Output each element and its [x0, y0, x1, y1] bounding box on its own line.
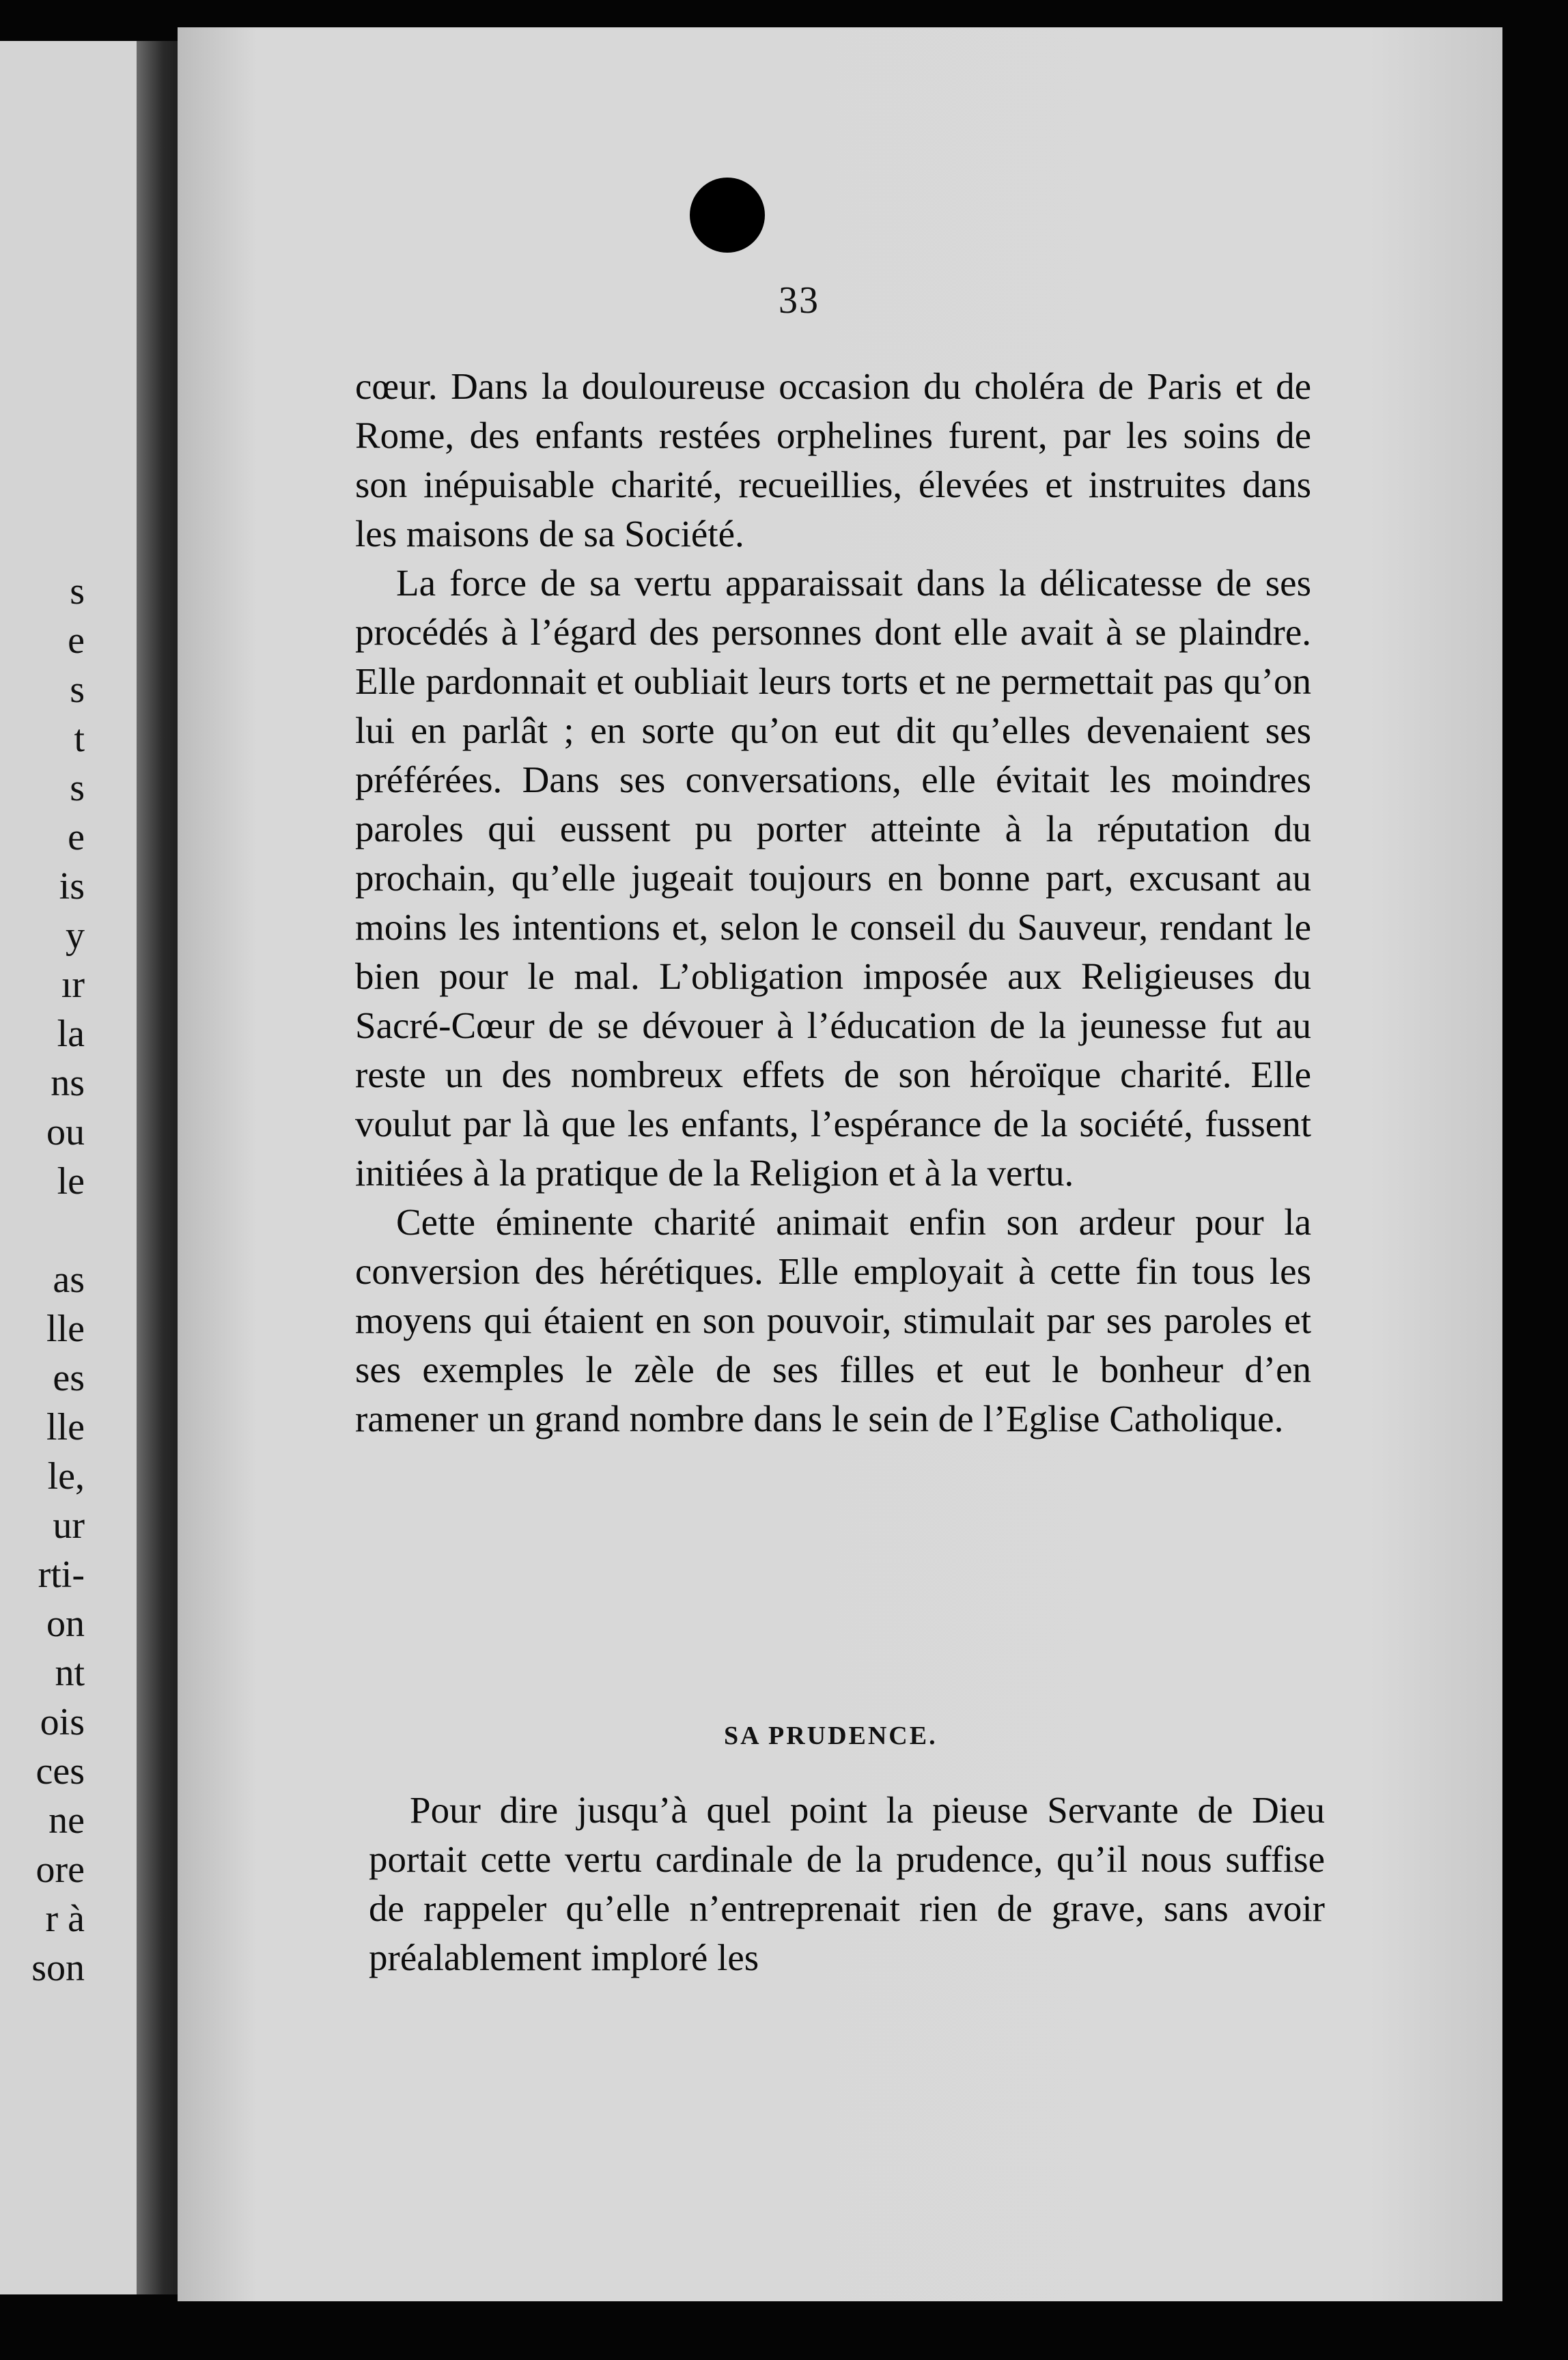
previous-page-fragment: t — [74, 718, 85, 760]
previous-page-fragment: lle — [46, 1308, 85, 1350]
previous-page-fragment: son — [31, 1947, 85, 1989]
body-text — [355, 362, 1311, 1444]
previous-page-text-fragments — [0, 0, 137, 2360]
previous-page-fragment: ne — [48, 1799, 85, 1842]
previous-page-fragment: ois — [40, 1701, 85, 1743]
previous-page-fragment: es — [53, 1357, 85, 1399]
section-body-text — [369, 1786, 1325, 1982]
previous-page-fragment: ou — [46, 1111, 85, 1153]
previous-page-fragment: s — [70, 570, 85, 613]
punch-hole — [690, 178, 765, 253]
previous-page-fragment: on — [46, 1603, 85, 1645]
previous-page-fragment: rti- — [38, 1554, 85, 1596]
section-heading: SA PRUDENCE. — [724, 1722, 938, 1750]
previous-page-fragment: r à — [45, 1898, 85, 1940]
page-number: 33 — [779, 279, 820, 322]
paragraph: Cette éminente charité animait enfin son ardeur pour la conversion des hérétiques. Elle employait à cette fin tous les moyens qui étaient en son pouvoir, stimulait par ses paroles et ses exemples le zèle de ses filles et eut le bonheur d’en ramener un grand nombre dans le sein de l’Eglise Catholique. — [355, 1201, 1311, 1439]
previous-page-fragment: e — [68, 816, 85, 858]
previous-page-fragment: le — [57, 1160, 85, 1203]
previous-page-fragment: ur — [53, 1504, 85, 1547]
paragraph: La force de sa vertu apparaissait dans la délicatesse de ses procédés à l’égard des personnes dont elle avait à se plaindre. Elle pardonnait et oubliait leurs torts et ne permettait pas qu’on lui en parlât ; en sorte qu’on eut dit qu’elles devenaient ses préférées. Dans ses conversations, elle évitait les moindres paroles qui eussent pu porter atteinte à la réputation du prochain, qu’elle jugeait toujours en bonne part, excusant au moins les intentions et, selon le conseil du Sauveur, rendant le bien pour le mal. L’obligation imposée aux Religieuses du Sacré-Cœur de se dévouer à l’éducation de la jeunesse fut au reste un des nombreux effets de son héroïque charité. Elle voulut par là que les enfants, l’espérance de la société, fussent initiées à la pratique de la Religion et à la vertu. — [355, 562, 1311, 1194]
previous-page-fragment: y — [66, 914, 85, 957]
previous-page-fragment: e — [68, 619, 85, 662]
previous-page-fragment: s — [70, 767, 85, 809]
previous-page-fragment: as — [53, 1259, 85, 1301]
previous-page-fragment: nt — [55, 1652, 85, 1694]
paragraph: Pour dire jusqu’à quel point la pieuse Servante de Dieu portait cette vertu cardinale de la prudence, qu’il nous suffise de rappeler qu’elle n’entreprenait rien de grave, sans avoir préalablement imploré les — [369, 1789, 1325, 1978]
previous-page-fragment: la — [57, 1013, 85, 1055]
previous-page-fragment: ces — [36, 1750, 85, 1793]
previous-page-fragment: le, — [47, 1455, 85, 1498]
previous-page-fragment: ır — [61, 964, 85, 1006]
previous-page-fragment: ns — [51, 1062, 85, 1104]
paragraph: cœur. Dans la douloureuse occasion du choléra de Paris et de Rome, des enfants restées orphelines furent, par les soins de son inépuisable charité, recueillies, élevées et instruites dans les maisons de sa Société. — [355, 365, 1311, 554]
previous-page-fragment: is — [59, 865, 85, 908]
scan-border — [1502, 27, 1568, 2360]
previous-page-fragment: lle — [46, 1406, 85, 1448]
previous-page-fragment: ore — [36, 1849, 85, 1891]
previous-page-fragment: s — [70, 669, 85, 711]
